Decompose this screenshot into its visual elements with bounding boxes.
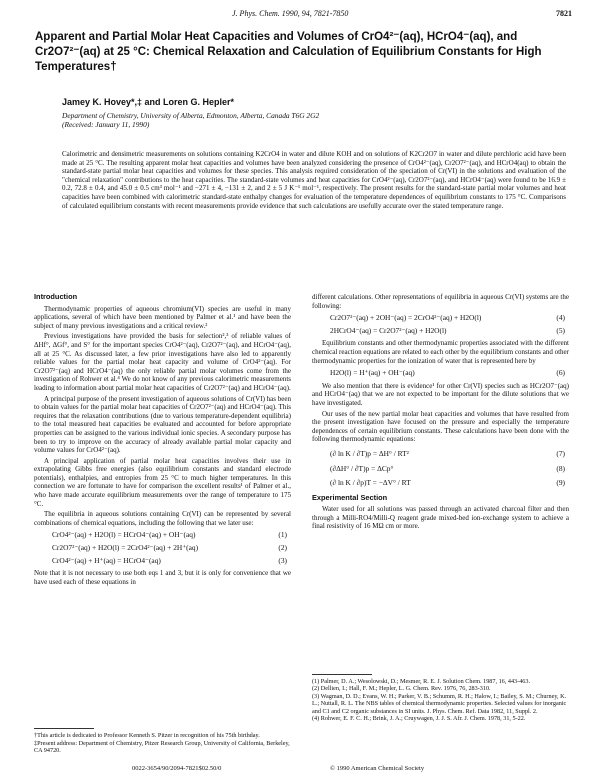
abstract: Calorimetric and densimetric measurements on solutions containing K2CrO4 in water and dilute KOH and on solutions of K2Cr2O7 in water and dilute perchloric acid have been made at 25 °C. The resulting apparent molar heat capacities and volumes have been analyzed considering the presence of CrO4²⁻(aq), Cr2O7²⁻(aq), and HCrO4(aq) to obtain the standard-state partial molar heat capacities and volumes for these species. This analysis required consideration of the speciation of Cr(VI) in the solutions and evaluation of the "chemical relaxation" contributions to the heat capacities. The standard-state volumes and heat capacities for CrO4²⁻(aq), Cr2O7²⁻(aq), and HCrO4⁻(aq) were found to be 16.9 ± 0.2, 72.8 ± 0.4, and 45.0 ± 0.5 cm³ mol⁻¹ and −271 ± 4, −131 ± 2, and 2 ± 5 J K⁻¹ mol⁻¹, respectively. The present results for the standard-state partial molar volumes and heat capacities have been combined with calorimetric standard-state enthalpy changes for evaluation of the temperature dependences of equilibrium constants to 175 °C. Comparisons of calculated equilibrium constants with recent measurements provide evidence that such calculations are usefully accurate over the stated temperature range. — [62, 150, 566, 210]
reference: (2) Dellien, I.; Hall, F. M.; Hepler, L. G. Chem. Rev. 1976, 76, 283-310. — [312, 685, 491, 693]
paragraph: Equilibrium constants and other thermodynamic properties associated with the different chemical reaction equations are related to each other by the equilibrium constants and other thermodynamic properties for the ionization of water that is represented here by — [312, 339, 569, 365]
references — [312, 678, 569, 722]
affiliation-block — [62, 111, 442, 129]
equation-5: 2HCrO4⁻(aq) = Cr2O7²⁻(aq) + H2O(l) (5) — [330, 325, 565, 335]
received-date: (Received: January 11, 1990) — [62, 120, 150, 129]
affiliation: Department of Chemistry, University of Alberta, Edmonton, Alberta, Canada T6G 2G2 — [62, 111, 320, 120]
equation-7: (∂ ln K / ∂T)p = ΔH° / RT² (7) — [330, 448, 565, 458]
equation-3: CrO4²⁻(aq) + H⁺(aq) = HCrO4⁻(aq) (3) — [52, 555, 287, 565]
equation-9: (∂ ln K / ∂p)T = −ΔV° / RT (9) — [330, 478, 565, 488]
article-code: 0022-3654/90/2094-7821$02.50/0 — [132, 765, 222, 772]
equation-2: Cr2O7²⁻(aq) + H2O(l) = 2CrO4²⁻(aq) + 2H⁺(aq) (2) — [52, 543, 287, 553]
paragraph: Our uses of the new partial molar heat capacities and volumes that have resulted from the present investigation have focused on the pressure and especially the temperature dependences of certain equilibrium constants. These calculations have been done with the following thermodynamic equations: — [312, 409, 569, 444]
equation-8: (∂ΔH° / ∂T)p = ΔCp° (8) — [330, 463, 565, 473]
footnote: ‡Present address: Department of Chemistry, Pitzer Research Group, University of California, Berkeley, CA 94720. — [34, 739, 290, 754]
page-number: 7821 — [556, 9, 572, 18]
footnotes — [34, 732, 291, 755]
journal-header: J. Phys. Chem. 1990, 94, 7821-7850 — [232, 9, 349, 18]
reference: (3) Wagman, D. D.; Evans, W. H.; Parker, V. B.; Schumm, R. H.; Halow, I.; Bailey, S. M.; Churney, K. L.; Nuttall, R. L. The NBS tables of chemical thermodynamic properties. Selected values for inorganic and C1 and C2 organic substances in SI units. J. Phys. Chem. Ref. Data 1982, 11, Suppl. 2. — [312, 692, 567, 715]
equation-6: H2O(l) = H⁺(aq) + OH⁻(aq) (6) — [330, 368, 565, 378]
reference: (4) Rohwer, E. F. C. H.; Brink, J. A.; Cruywagen, J. J. S. Afr. J. Chem. 1978, 31, 5-22. — [312, 715, 526, 723]
paragraph: Thermodynamic properties of aqueous chromium(VI) species are useful in many applications, several of which have been mentioned by Palmer et al.¹ and have been the subject of many previous investigations and a critical review.² — [34, 304, 291, 330]
equation-4: Cr2O7²⁻(aq) + 2OH⁻(aq) = 2CrO4²⁻(aq) + H2O(l) (4) — [330, 313, 565, 323]
equation-1: CrO4²⁻(aq) + H2O(l) = HCrO4⁻(aq) + OH⁻(aq) (1) — [52, 530, 287, 540]
paragraph: We also mention that there is evidence¹ for other Cr(VI) species such as HCr2O7⁻(aq) and HCrO4⁻(aq) that we are not expected to be important for the dilute solutions that we have investigated. — [312, 381, 569, 407]
paragraph: A principal purpose of the present investigation of aqueous solutions of Cr(VI) has been to obtain values for the partial molar heat capacities of Cr2O7²⁻(aq) and HCrO4⁻(aq). This requires that the relaxation contributions (due to various temperature-dependent equilibria) to the total measured heat capacities be evaluated and accounted for before appropriate properties can be assigned to the various individual ionic species. A secondary purpose has been to try to improve on the accuracy of already available partial molar capacity and volume values for CrO4²⁻(aq). — [34, 394, 291, 455]
footnote-rule — [34, 728, 94, 729]
reference: (1) Palmer, D. A.; Wesolowski, D.; Mesmer, R. E. J. Solution Chem. 1987, 16, 443-463. — [312, 678, 531, 685]
left-column — [34, 293, 291, 588]
experimental-heading: Experimental Section — [312, 492, 388, 502]
paragraph: Water used for all solutions was passed through an activated charcoal filter and then through a Milli-RO4/Milli-Q reagent grade mixed-bed ion-exchange system to achieve a final resistivity of 16 MΩ cm or more. — [312, 505, 569, 531]
paragraph: Previous investigations have provided the basis for selection²,³ of reliable values of ΔHf°, ΔGf°, and S° for the important species CrO4²⁻(aq), Cr2O7²⁻(aq), and HCrO4⁻(aq), all at 25 °C. As discussed later, a few prior investigations have also led to apparently reliable values for the partial molar heat capacity and volume of CrO4²⁻(aq). For Cr2O7²⁻(aq) and HCrO4⁻(aq) the only reliable partial molar volumes come from the investigation of Rohwer et al.⁴ We do not know of any previous calorimetric measurements leading to information about partial molar heat capacities of Cr2O7²⁻(aq) and HCrO4⁻(aq). — [34, 332, 291, 392]
copyright: © 1990 American Chemical Society — [330, 765, 425, 772]
references-rule — [312, 674, 372, 675]
intro-heading: Introduction — [34, 292, 78, 301]
paragraph: The equilibria in aqueous solutions containing Cr(VI) can be represented by several combinations of chemical equations, including the following that we later use: — [34, 510, 291, 527]
authors: Jamey K. Hovey*,‡ and Loren G. Hepler* — [62, 97, 235, 107]
footnote: †This article is dedicated to Professor Kenneth S. Pitzer in recognition of his 75th birthday. — [34, 732, 260, 739]
paper-title: Apparent and Partial Molar Heat Capacities and Volumes of CrO4²⁻(aq), HCrO4⁻(aq), and Cr2O7²⁻(aq) at 25 °C: Chemical Relaxation and Calculation of Equilibrium Constants for High Temperatures† — [35, 31, 542, 73]
paragraph: different calculations. Other representations of equilibria in aqueous Cr(VI) systems are the following: — [312, 293, 569, 310]
right-column — [312, 293, 569, 533]
paragraph: A principal application of partial molar heat capacities involves their use in extrapolating Gibbs free energies (also equilibrium constants and standard electrode potentials), enthalpies, and entropies from 25 °C to much higher temperatures. In this connection we are fortunate to have for comparison the excellent results¹ of Palmer et al., who have made accurate equilibrium measurements over the range of temperature to 175 °C. — [34, 456, 291, 508]
paragraph: Note that it is not necessary to use both eqs 1 and 3, but it is only for convenience that we have used each of these equations in — [34, 569, 291, 586]
